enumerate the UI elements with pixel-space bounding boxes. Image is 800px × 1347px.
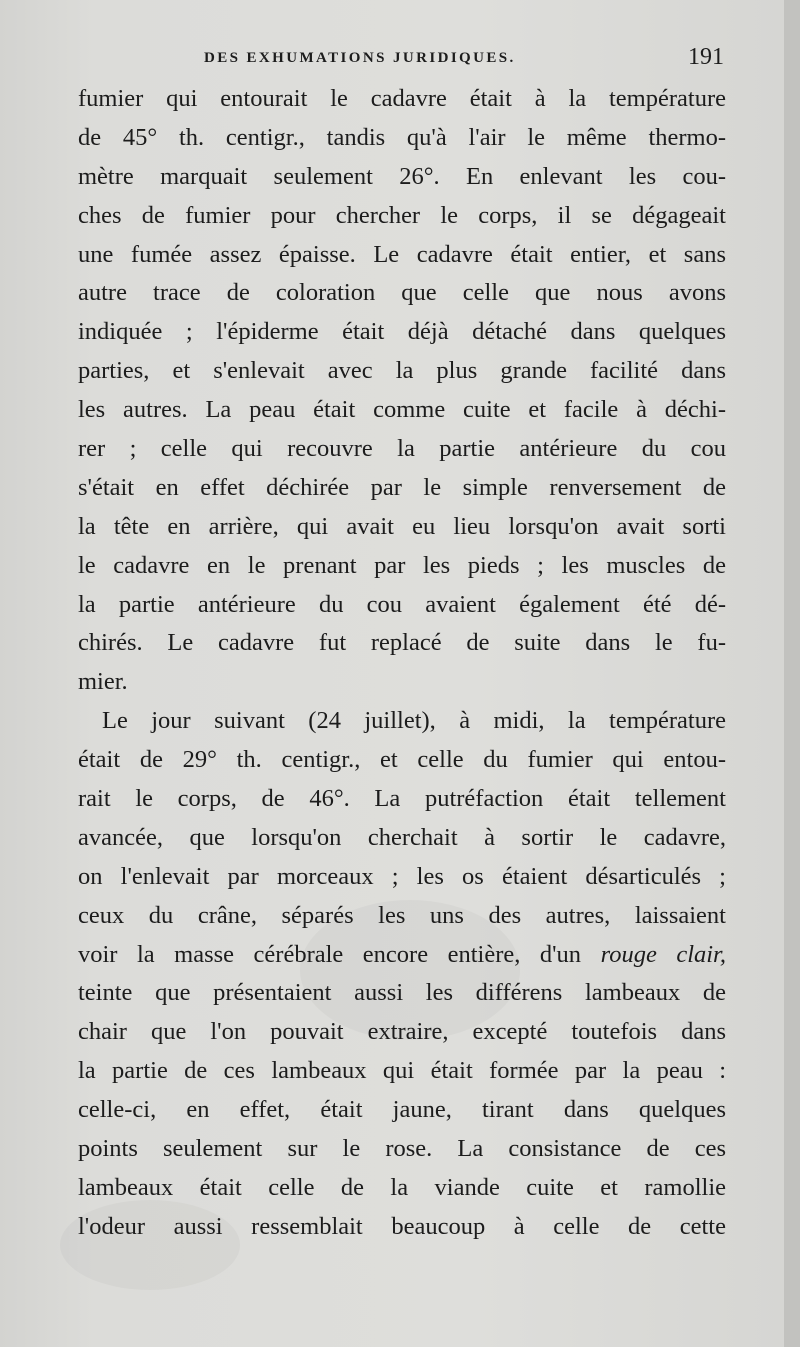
- text-line: ches de fumier pour chercher le corps, il se dégageait: [78, 201, 726, 229]
- text-line: on l'enlevait par morceaux ; les os étaient désarticulés ;: [78, 862, 726, 890]
- text-line: mètre marquait seulement 26°. En enlevant les cou-: [78, 162, 726, 190]
- text-line: chirés. Le cadavre fut replacé de suite dans le fu-: [78, 629, 726, 657]
- text-line: indiquée ; l'épiderme était déjà détaché dans quelques: [78, 318, 726, 346]
- text-line: Le jour suivant (24 juillet), à midi, la température: [102, 707, 726, 735]
- text-line: le cadavre en le prenant par les pieds ; les muscles de: [78, 551, 726, 579]
- text-line: autre trace de coloration que celle que nous avons: [78, 279, 726, 307]
- text-line: fumier qui entourait le cadavre était à la température: [78, 85, 726, 112]
- text-line: l'odeur aussi ressemblait beaucoup à celle de cette: [78, 1212, 726, 1240]
- body-text: [78, 80, 726, 1247]
- italic-phrase: rouge clair,: [600, 940, 727, 968]
- text-line: la tête en arrière, qui avait eu lieu lorsqu'on avait sorti: [78, 512, 726, 540]
- text-line: celle-ci, en effet, était jaune, tirant dans quelques: [78, 1096, 726, 1124]
- text-line: s'était en effet déchirée par le simple renversement de: [78, 473, 726, 501]
- running-head: DES EXHUMATIONS JURIDIQUES.: [204, 50, 516, 66]
- text-line: rait le corps, de 46°. La putréfaction était tellement: [78, 785, 726, 813]
- text-line: rer ; celle qui recouvre la partie antérieure du cou: [78, 435, 726, 463]
- page-number: 191: [688, 44, 724, 70]
- text-line-with-italic: [78, 936, 726, 975]
- text-line: chair que l'on pouvait extraire, excepté toutefois dans: [78, 1018, 726, 1046]
- text-line: mier.: [78, 668, 128, 696]
- text-line: la partie de ces lambeaux qui était formée par la peau :: [78, 1057, 726, 1085]
- page-header: [78, 44, 730, 80]
- text-line: les autres. La peau était comme cuite et facile à déchi-: [78, 396, 726, 424]
- text-line: teinte que présentaient aussi les différens lambeaux de: [78, 979, 726, 1007]
- text-line: ceux du crâne, séparés les uns des autres, laissaient: [78, 901, 726, 929]
- text-line: la partie antérieure du cou avaient également été dé-: [78, 590, 726, 618]
- text-line-segment: voir la masse cérébrale encore entière, d'un: [78, 940, 582, 968]
- text-line: avancée, que lorsqu'on cherchait à sortir le cadavre,: [78, 823, 726, 851]
- text-line: lambeaux était celle de la viande cuite et ramollie: [78, 1173, 726, 1201]
- text-line: parties, et s'enlevait avec la plus grande facilité dans: [78, 357, 726, 385]
- text-line: de 45° th. centigr., tandis qu'à l'air le même thermo-: [78, 123, 726, 151]
- text-line: était de 29° th. centigr., et celle du fumier qui entou-: [78, 746, 726, 774]
- text-line: une fumée assez épaisse. Le cadavre était entier, et sans: [78, 240, 726, 268]
- text-line: points seulement sur le rose. La consistance de ces: [78, 1135, 726, 1163]
- page-edge: [784, 0, 800, 1347]
